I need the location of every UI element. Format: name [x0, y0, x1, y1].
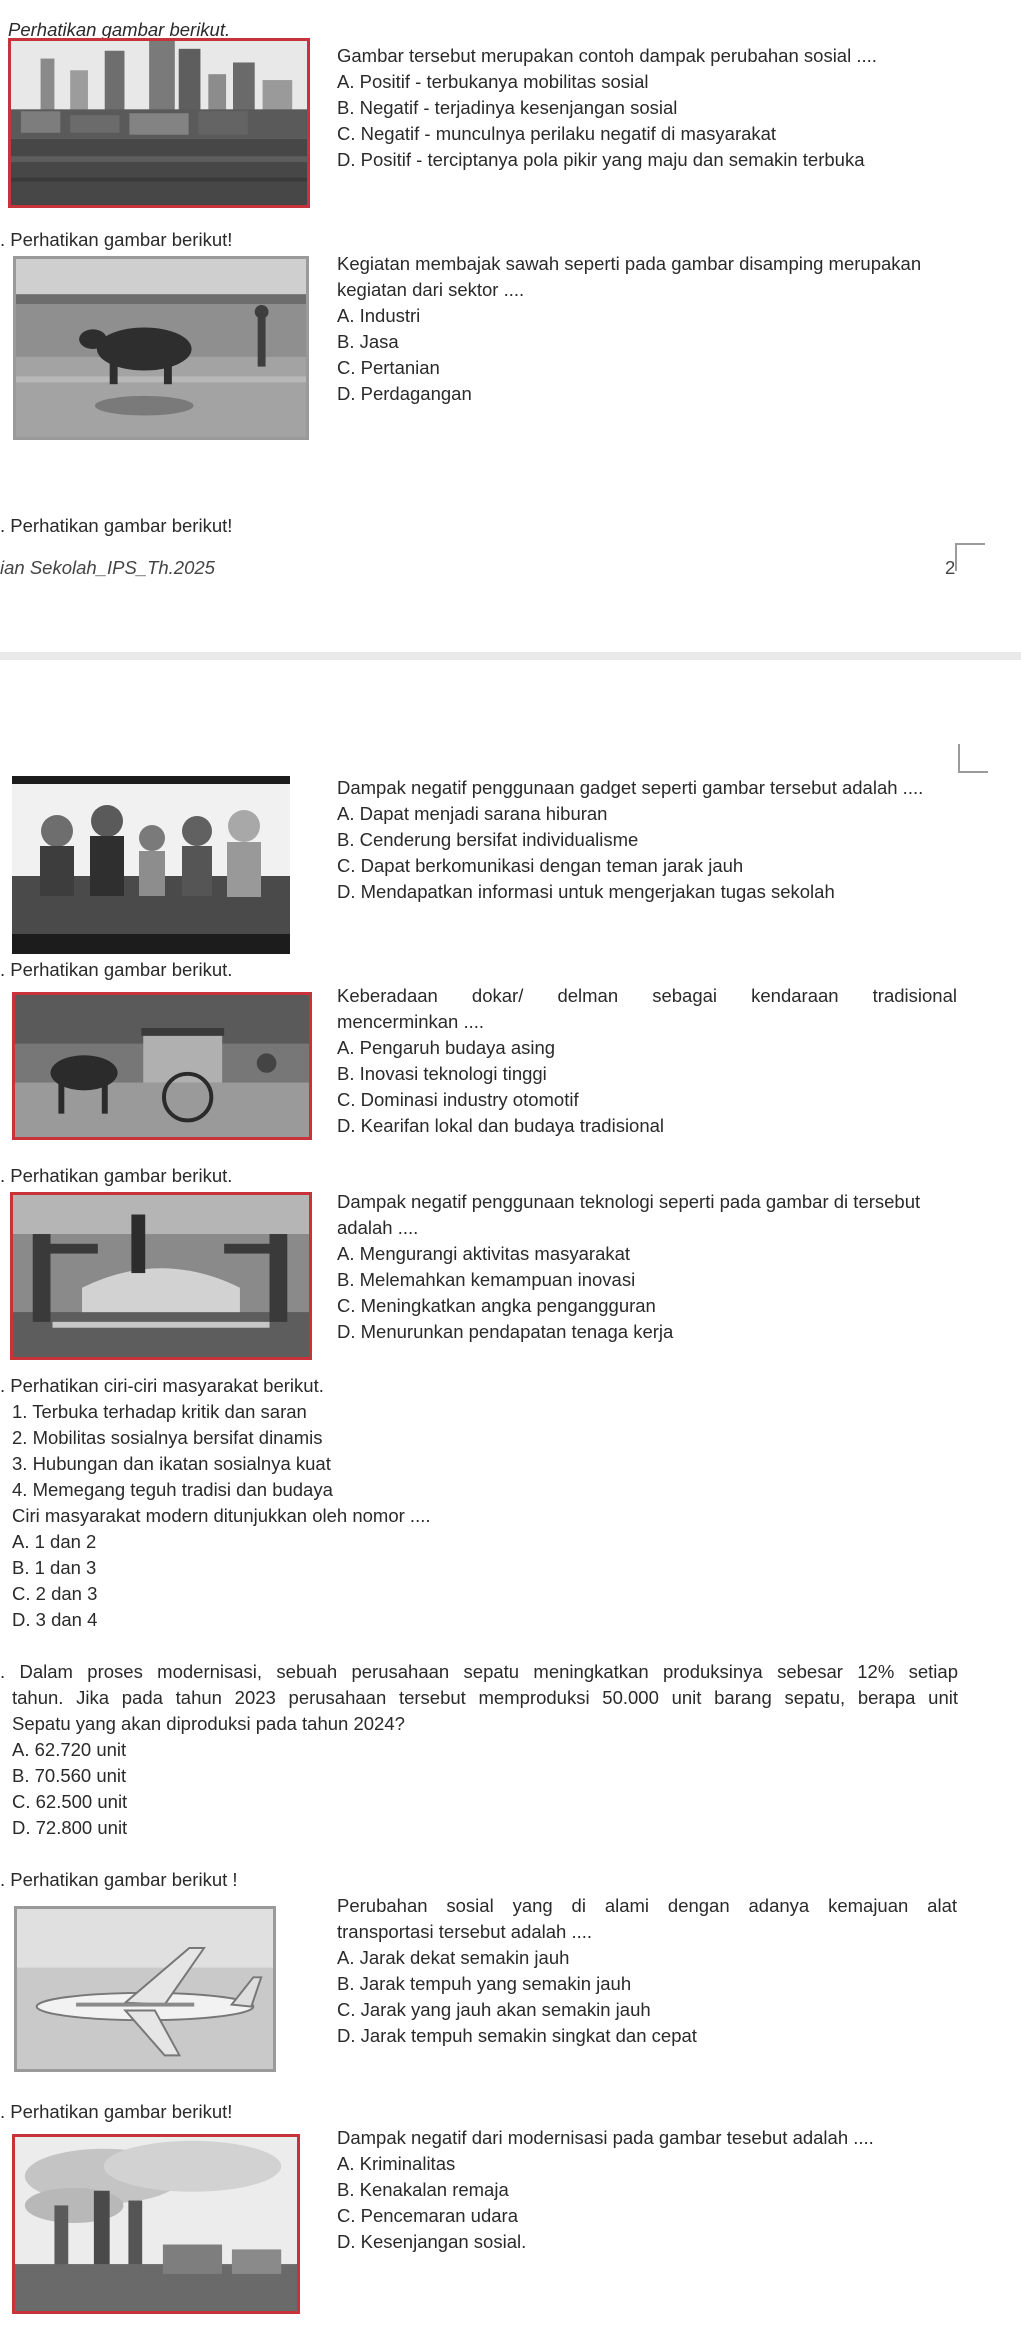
q5-option-c[interactable]: C. Dominasi industry otomotif [337, 1089, 579, 1110]
q4-question: Dampak negatif penggunaan gadget seperti gambar tersebut adalah .... [337, 777, 924, 798]
q6-option-c[interactable]: C. Meningkatkan angka pengangguran [337, 1295, 656, 1316]
q2-question-line2: kegiatan dari sektor .... [337, 279, 525, 300]
q7-item-3: 3. Hubungan dan ikatan sosialnya kuat [12, 1453, 331, 1474]
q1-option-a[interactable]: A. Positif - terbukanya mobilitas sosial [337, 71, 649, 92]
plowing-buffalo-image [13, 256, 309, 440]
q1-heading: Perhatikan gambar berikut. [8, 19, 231, 40]
crop-mark-top-vertical [955, 543, 957, 571]
factory-smoke-pollution-image [12, 2134, 300, 2314]
q10-question: Dampak negatif dari modernisasi pada gambar tesebut adalah .... [337, 2127, 874, 2148]
q5-option-a[interactable]: A. Pengaruh budaya asing [337, 1037, 556, 1058]
airplane-image [14, 1906, 276, 2072]
q9-heading: . Perhatikan gambar berikut ! [0, 1869, 238, 1890]
family-gadget-image [12, 776, 290, 954]
q9-option-a[interactable]: A. Jarak dekat semakin jauh [337, 1947, 570, 1968]
q4-option-a[interactable]: A. Dapat menjadi sarana hiburan [337, 803, 608, 824]
city-riverside-slum-image [8, 38, 310, 208]
q5-question-line1: Keberadaan dokar/ delman sebagai kendaraan tradisional [337, 985, 957, 1006]
q8-option-d[interactable]: D. 72.800 unit [12, 1817, 128, 1838]
q5-question-line2: mencerminkan .... [337, 1011, 485, 1032]
q6-question-line2: adalah .... [337, 1217, 419, 1238]
q9-option-c[interactable]: C. Jarak yang jauh akan semakin jauh [337, 1999, 651, 2020]
q9-option-d[interactable]: D. Jarak tempuh semakin singkat dan cepat [337, 2025, 697, 2046]
q7-option-d[interactable]: D. 3 dan 4 [12, 1609, 98, 1630]
q6-option-a[interactable]: A. Mengurangi aktivitas masyarakat [337, 1243, 631, 1264]
q9-option-b[interactable]: B. Jarak tempuh yang semakin jauh [337, 1973, 632, 1994]
q2-heading: . Perhatikan gambar berikut! [0, 229, 233, 250]
q7-option-b[interactable]: B. 1 dan 3 [12, 1557, 97, 1578]
q5-option-d[interactable]: D. Kearifan lokal dan budaya tradisional [337, 1115, 665, 1136]
q2-option-c[interactable]: C. Pertanian [337, 357, 440, 378]
q7-option-a[interactable]: A. 1 dan 2 [12, 1531, 97, 1552]
q8-option-c[interactable]: C. 62.500 unit [12, 1791, 128, 1812]
page-number: 2 [945, 557, 956, 578]
q10-option-c[interactable]: C. Pencemaran udara [337, 2205, 518, 2226]
q7-question: Ciri masyarakat modern ditunjukkan oleh nomor .... [12, 1505, 431, 1526]
q6-heading: . Perhatikan gambar berikut. [0, 1165, 233, 1186]
footer-label: ian Sekolah_IPS_Th.2025 [0, 557, 215, 578]
q7-heading: . Perhatikan ciri-ciri masyarakat berikut. [0, 1375, 324, 1396]
q10-option-d[interactable]: D. Kesenjangan sosial. [337, 2231, 527, 2252]
crop-mark-top [955, 543, 985, 545]
q9-question-line2: transportasi tersebut adalah .... [337, 1921, 593, 1942]
q1-option-c[interactable]: C. Negatif - munculnya perilaku negatif di masyarakat [337, 123, 777, 144]
q2-question-line1: Kegiatan membajak sawah seperti pada gambar disamping merupakan [337, 253, 922, 274]
q4-option-d[interactable]: D. Mendapatkan informasi untuk mengerjakan tugas sekolah [337, 881, 835, 902]
robotic-car-factory-image [10, 1192, 312, 1360]
delman-horse-cart-image [12, 992, 312, 1140]
q10-heading: . Perhatikan gambar berikut! [0, 2101, 233, 2122]
q8-question-line2: tahun. Jika pada tahun 2023 perusahaan tersebut memproduksi 50.000 unit barang sepatu, berapa unit [12, 1687, 958, 1708]
q4-option-c[interactable]: C. Dapat berkomunikasi dengan teman jarak jauh [337, 855, 744, 876]
page-separator [0, 652, 1021, 660]
q7-option-c[interactable]: C. 2 dan 3 [12, 1583, 98, 1604]
q10-option-a[interactable]: A. Kriminalitas [337, 2153, 456, 2174]
q9-question-line1: Perubahan sosial yang di alami dengan adanya kemajuan alat [337, 1895, 957, 1916]
q2-option-a[interactable]: A. Industri [337, 305, 421, 326]
q4-option-b[interactable]: B. Cenderung bersifat individualisme [337, 829, 639, 850]
q7-item-2: 2. Mobilitas sosialnya bersifat dinamis [12, 1427, 323, 1448]
q2-option-d[interactable]: D. Perdagangan [337, 383, 472, 404]
q8-question-line1: . Dalam proses modernisasi, sebuah perusahaan sepatu meningkatkan produksinya sebesar 12% setiap [0, 1661, 958, 1682]
q5-heading: . Perhatikan gambar berikut. [0, 959, 233, 980]
q5-option-b[interactable]: B. Inovasi teknologi tinggi [337, 1063, 547, 1084]
q1-option-b[interactable]: B. Negatif - terjadinya kesenjangan sosial [337, 97, 678, 118]
q10-option-b[interactable]: B. Kenakalan remaja [337, 2179, 509, 2200]
q8-question-line3: Sepatu yang akan diproduksi pada tahun 2024? [12, 1713, 405, 1734]
q7-item-1: 1. Terbuka terhadap kritik dan saran [12, 1401, 307, 1422]
q8-option-a[interactable]: A. 62.720 unit [12, 1739, 127, 1760]
q1-option-d[interactable]: D. Positif - terciptanya pola pikir yang maju dan semakin terbuka [337, 149, 865, 170]
q8-option-b[interactable]: B. 70.560 unit [12, 1765, 127, 1786]
q6-option-b[interactable]: B. Melemahkan kemampuan inovasi [337, 1269, 636, 1290]
q6-question-line1: Dampak negatif penggunaan teknologi seperti pada gambar di tersebut [337, 1191, 921, 1212]
q1-question: Gambar tersebut merupakan contoh dampak perubahan sosial .... [337, 45, 877, 66]
q3-heading: . Perhatikan gambar berikut! [0, 515, 233, 536]
crop-mark-bottom [958, 771, 988, 773]
q6-option-d[interactable]: D. Menurunkan pendapatan tenaga kerja [337, 1321, 674, 1342]
q7-item-4: 4. Memegang teguh tradisi dan budaya [12, 1479, 333, 1500]
q2-option-b[interactable]: B. Jasa [337, 331, 399, 352]
crop-mark-bottom-vertical [958, 744, 960, 772]
